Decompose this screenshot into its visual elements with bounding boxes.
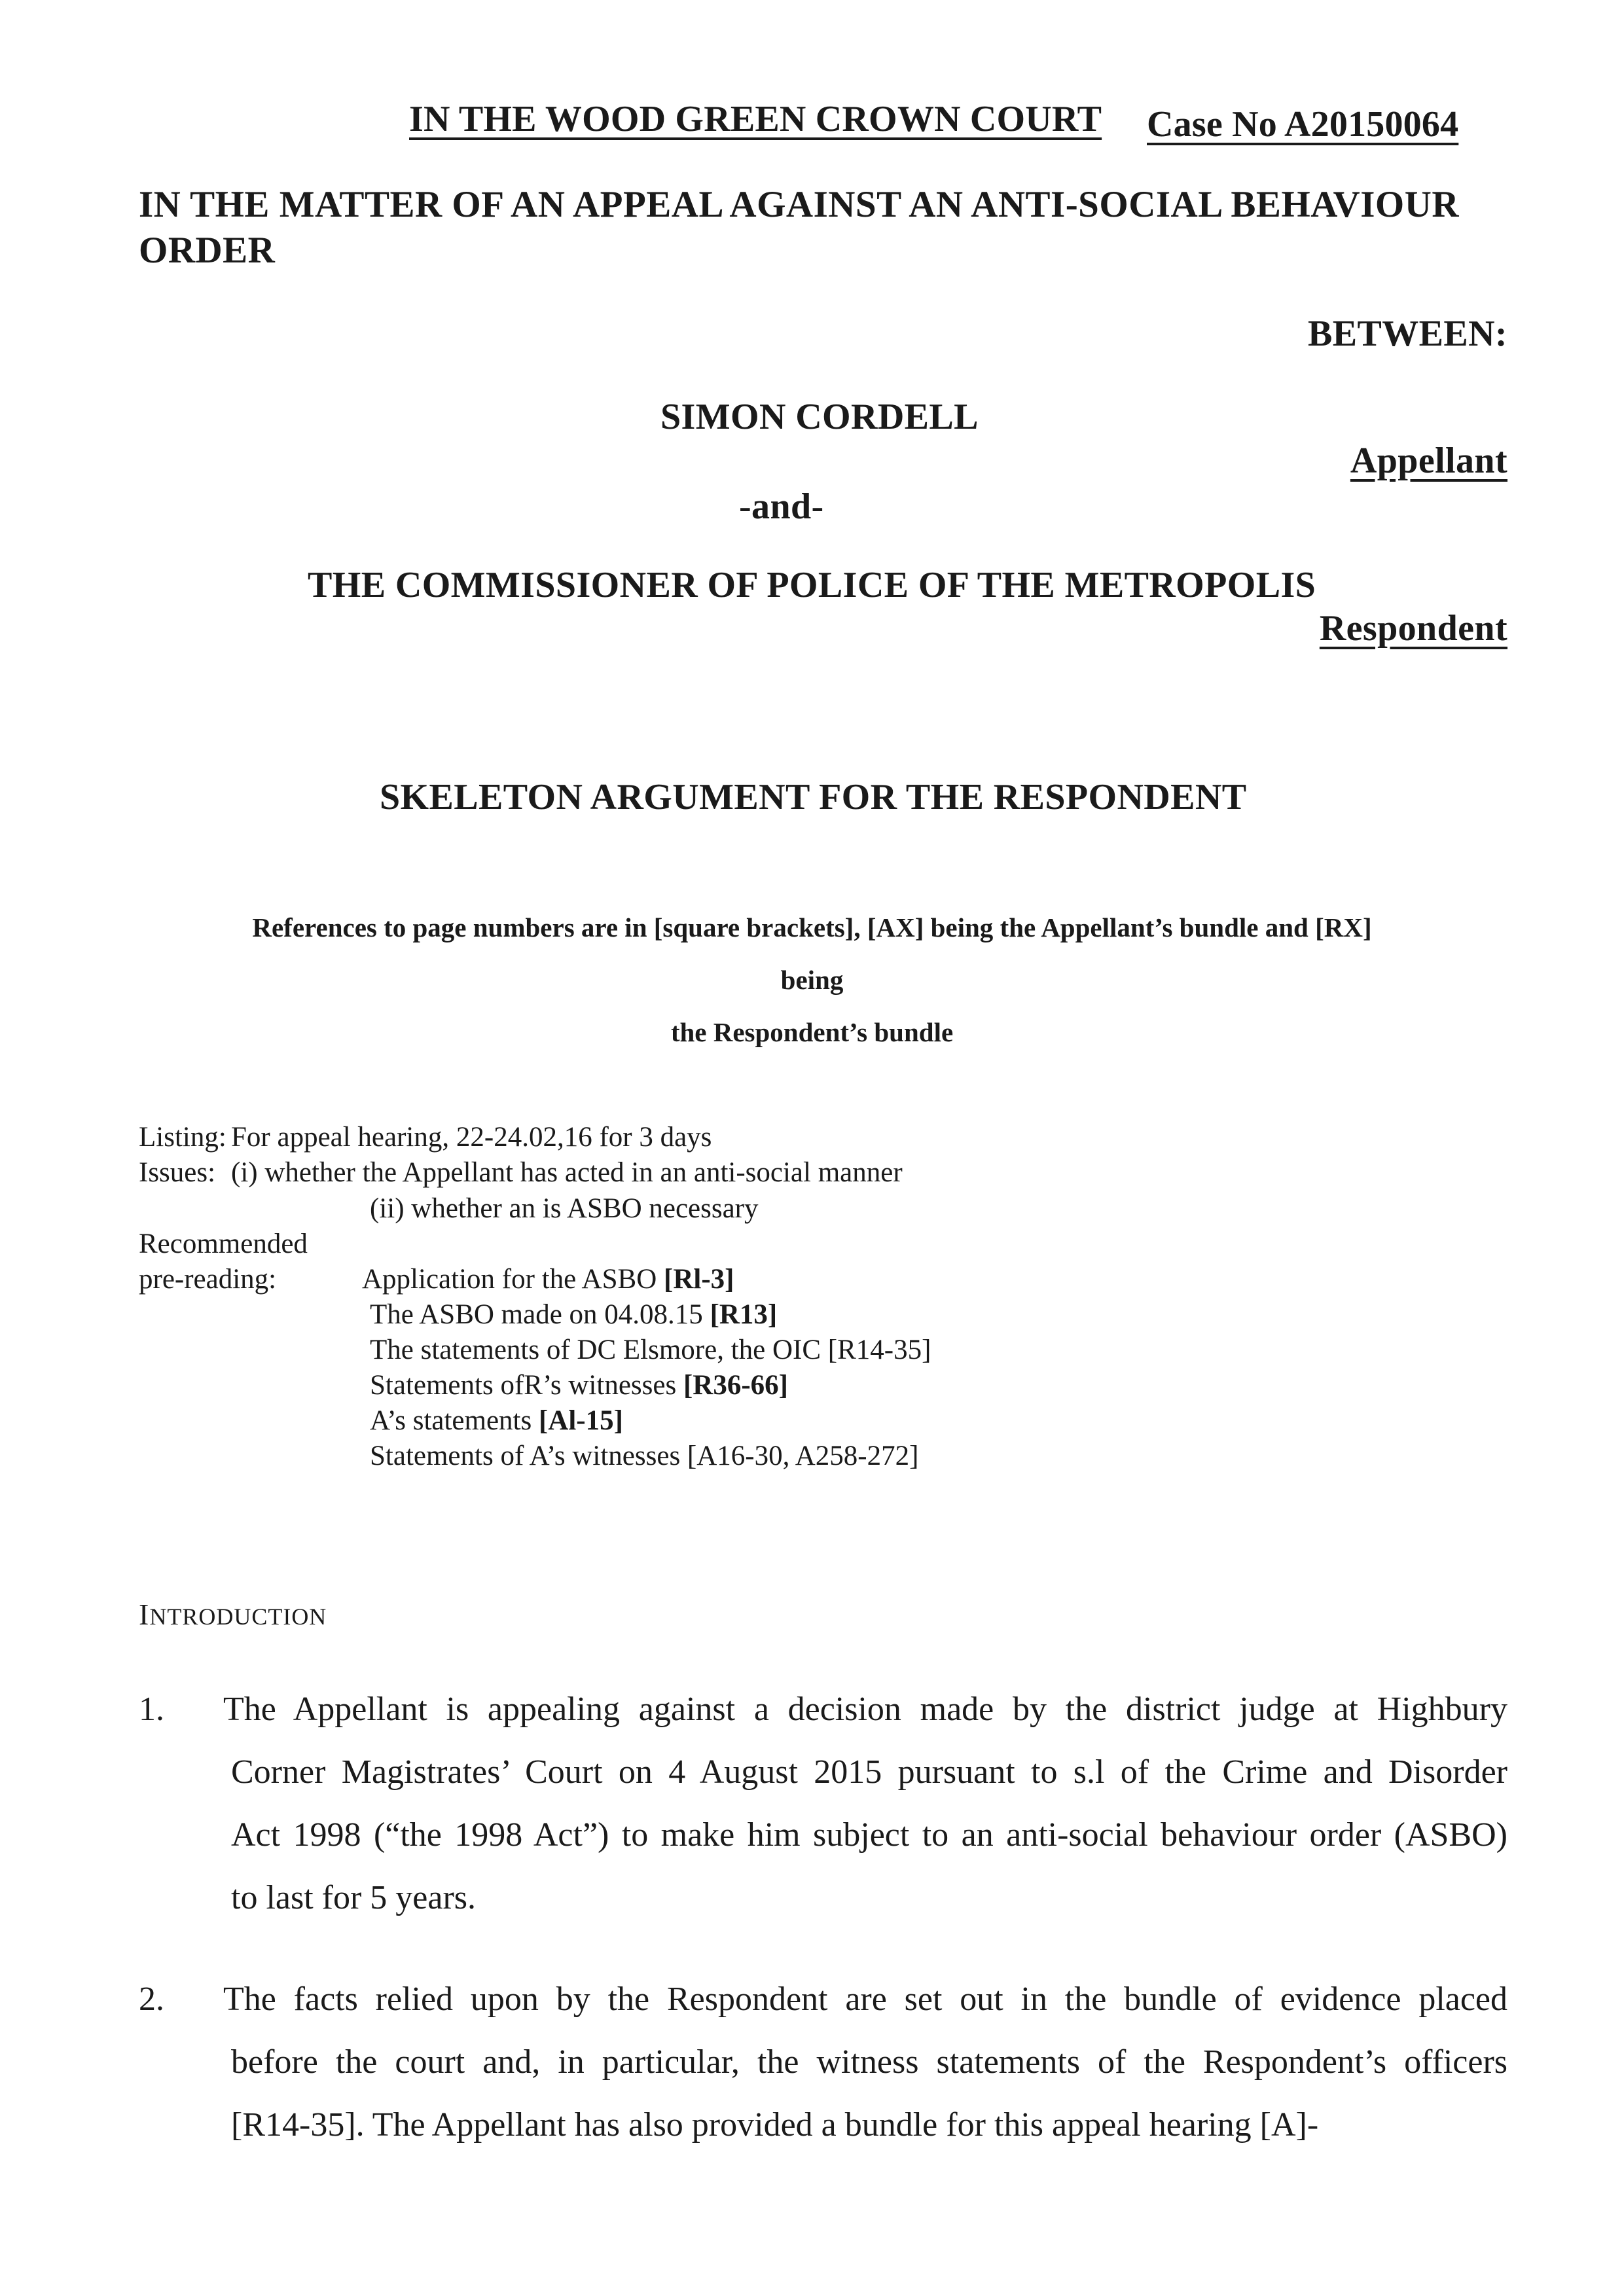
paragraph-line: Corner Magistrates’ Court on 4 August 2015 pursuant to s.l of the Crime and Disorder bbox=[231, 1753, 1507, 1791]
references-note-line1: References to page numbers are in [square brackets], [AX] being the Appellant’s bundle and [RX] bbox=[252, 912, 1372, 942]
paragraph-line: to last for 5 years. bbox=[231, 1879, 477, 1916]
prereading-item bbox=[370, 1299, 777, 1331]
prereading-item bbox=[362, 1263, 734, 1295]
prereading-item-text: The statements of DC Elsmore, the OIC [R14-35] bbox=[370, 1335, 931, 1365]
prereading-item bbox=[370, 1405, 623, 1437]
respondent-name: THE COMMISSIONER OF POLICE OF THE METROPOLIS bbox=[308, 565, 1316, 605]
issue-item-2: (ii) whether an is ASBO necessary bbox=[370, 1193, 759, 1224]
introduction-heading-initial: I bbox=[139, 1598, 150, 1631]
references-note-line2: being bbox=[780, 965, 844, 995]
matter-heading-line2: ORDER bbox=[139, 230, 276, 271]
appellant-name: SIMON CORDELL bbox=[660, 397, 979, 437]
prereading-item-text: A’s statements bbox=[370, 1405, 539, 1436]
listing-label: Listing: bbox=[139, 1122, 226, 1153]
paragraph-line: The facts relied upon by the Respondent are set out in the bundle of evidence placed bbox=[223, 1981, 1507, 2018]
paragraph-number: 1. bbox=[139, 1691, 164, 1728]
issues-label: Issues: bbox=[139, 1157, 216, 1188]
introduction-heading-rest: NTRODUCTION bbox=[149, 1604, 327, 1630]
prereading-item bbox=[370, 1334, 931, 1366]
prereading-item bbox=[370, 1440, 918, 1472]
listing-text: For appeal hearing, 22-24.02,16 for 3 days bbox=[231, 1122, 712, 1153]
paragraph-line: before the court and, in particular, the witness statements of the Respondent’s officers bbox=[231, 2043, 1507, 2081]
between-label: BETWEEN: bbox=[1307, 314, 1507, 354]
paragraph-number: 2. bbox=[139, 1981, 164, 2018]
references-note-line3: the Respondent’s bundle bbox=[670, 1017, 954, 1047]
paragraph-line: The Appellant is appealing against a decision made by the district judge at Highbury bbox=[223, 1691, 1507, 1728]
prereading-item-ref: [Al-15] bbox=[538, 1405, 623, 1436]
court-heading: IN THE WOOD GREEN CROWN COURT bbox=[409, 99, 1102, 139]
respondent-role: Respondent bbox=[1319, 608, 1507, 649]
prereading-label-line1: Recommended bbox=[139, 1229, 308, 1259]
prereading-item bbox=[370, 1369, 788, 1401]
issue-item-1: (i) whether the Appellant has acted in an anti-social manner bbox=[231, 1157, 903, 1188]
prereading-item-ref: [R13] bbox=[710, 1299, 778, 1330]
appellant-role: Appellant bbox=[1350, 440, 1507, 481]
prereading-item-text: Application for the ASBO bbox=[362, 1264, 664, 1295]
prereading-item-ref: [Rl-3] bbox=[664, 1264, 734, 1295]
paragraph-line: [R14-35]. The Appellant has also provided a bundle for this appeal hearing [A]- bbox=[231, 2106, 1319, 2144]
document-title: SKELETON ARGUMENT FOR THE RESPONDENT bbox=[380, 777, 1247, 817]
case-number: Case No A20150064 bbox=[1147, 104, 1459, 145]
prereading-item-ref: [R36-66] bbox=[683, 1370, 788, 1401]
prereading-item-text: Statements of A’s witnesses [A16-30, A258-272] bbox=[370, 1441, 919, 1471]
introduction-heading bbox=[139, 1597, 327, 1632]
prereading-item-text: Statements ofR’s witnesses bbox=[370, 1370, 683, 1401]
paragraph-line: Act 1998 (“the 1998 Act”) to make him subject to an anti-social behaviour order (ASBO) bbox=[231, 1816, 1507, 1854]
and-separator: -and- bbox=[739, 486, 824, 527]
prereading-label-line2: pre-reading: bbox=[139, 1264, 277, 1295]
prereading-item-text: The ASBO made on 04.08.15 bbox=[370, 1299, 710, 1330]
matter-heading-line1: IN THE MATTER OF AN APPEAL AGAINST AN ANTI-SOCIAL BEHAVIOUR bbox=[139, 184, 1460, 225]
